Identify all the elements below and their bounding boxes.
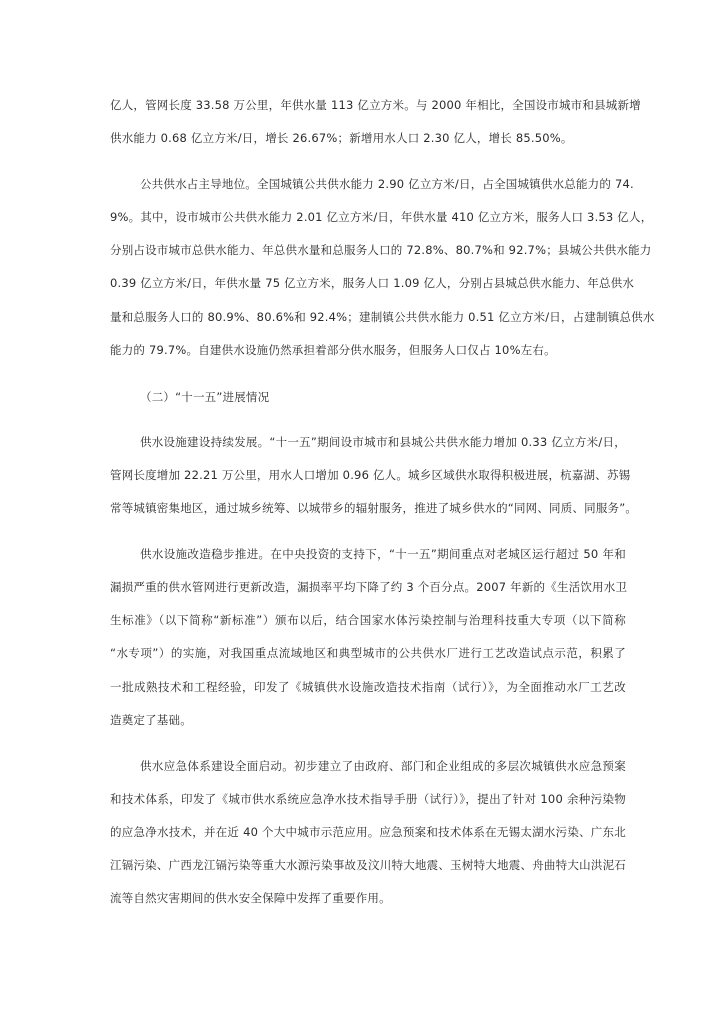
paragraph-line: 量和总服务人口的 80.9%、80.6%和 92.4%；建制镇公共供水能力 0.51 亿立方米/日，占建制镇总供水 (110, 310, 655, 324)
paragraph-line: 分别占设市城市总供水能力、年总供水量和总服务人口的 72.8%、80.7%和 92.7%；县城公共供水能力 (110, 243, 652, 257)
paragraph-line: 生标准》（以下简称“新标准”）颁布以后，结合国家水体污染控制与治理科技重大专项（以下简称 (110, 613, 626, 627)
paragraph-line: 供水设施改造稳步推进。在中央投资的支持下，“十一五”期间重点对老城区运行超过 50 年和 (140, 547, 626, 561)
paragraph-line: 的应急净水技术，并在近 40 个大中城市示范应用。应急预案和技术体系在无锡太湖水污染、广东北 (110, 825, 626, 839)
paragraph-line: 公共供水占主导地位。全国城镇公共供水能力 2.90 亿立方米/日，占全国城镇供水总能力的 74. (140, 177, 634, 191)
paragraph-line: 亿人，管网长度 33.58 万公里，年供水量 113 亿立方米。与 2000 年相比，全国设市城市和县城新增 (110, 98, 641, 112)
paragraph-line: 供水设施建设持续发展。“十一五”期间设市城市和县城公共供水能力增加 0.33 亿立方米/日， (140, 435, 626, 449)
paragraph-line: 能力的 79.7%。自建供水设施仍然承担着部分供水服务，但服务人口仅占 10%左右。 (110, 343, 556, 357)
paragraph-line: “水专项”）的实施，对我国重点流域地区和典型城市的公共供水厂进行工艺改造试点示范，积累了 (110, 646, 626, 660)
paragraph-line: 0.39 亿立方米/日，年供水量 75 亿立方米，服务人口 1.09 亿人，分别占县城总供水能力、年总供水 (110, 276, 635, 290)
paragraph-line: 一批成熟技术和工程经验，印发了《城镇供水设施改造技术指南（试行）》，为全面推动水厂工艺改 (110, 680, 626, 694)
paragraph-line: 常等城镇密集地区，通过城乡统筹、以城带乡的辐射服务，推进了城乡供水的“同网、同质、同服务”。 (110, 501, 638, 515)
paragraph-line: 造奠定了基础。 (110, 713, 192, 727)
paragraph-line: 流等自然灾害期间的供水安全保障中发挥了重要作用。 (110, 891, 391, 905)
paragraph-line: 供水能力 0.68 亿立方米/日，增长 26.67%；新增用水人口 2.30 亿人，增长 85.50%。 (110, 131, 573, 145)
paragraph-line: 漏损严重的供水管网进行更新改造，漏损率平均下降了约 3 个百分点。2007 年新的《生活饮用水卫 (110, 580, 628, 594)
paragraph-line: 管网长度增加 22.21 万公里，用水人口增加 0.96 亿人。城乡区域供水取得积极进展，杭嘉湖、苏锡 (110, 468, 631, 482)
section-heading: （二）“十一五”进展情况 (140, 390, 270, 404)
paragraph-line: 江镉污染、广西龙江镉污染等重大水源污染事故及汶川特大地震、玉树特大地震、舟曲特大山洪泥石 (110, 858, 626, 872)
paragraph-line: 和技术体系，印发了《城市供水系统应急净水技术指导手册（试行）》，提出了针对 100 余种污染物 (110, 792, 626, 806)
paragraph-line: 9%。其中，设市城市公共供水能力 2.01 亿立方米/日，年供水量 410 亿立方米，服务人口 3.53 亿人， (110, 210, 653, 224)
paragraph-line: 供水应急体系建设全面启动。初步建立了由政府、部门和企业组成的多层次城镇供水应急预案 (140, 759, 626, 773)
